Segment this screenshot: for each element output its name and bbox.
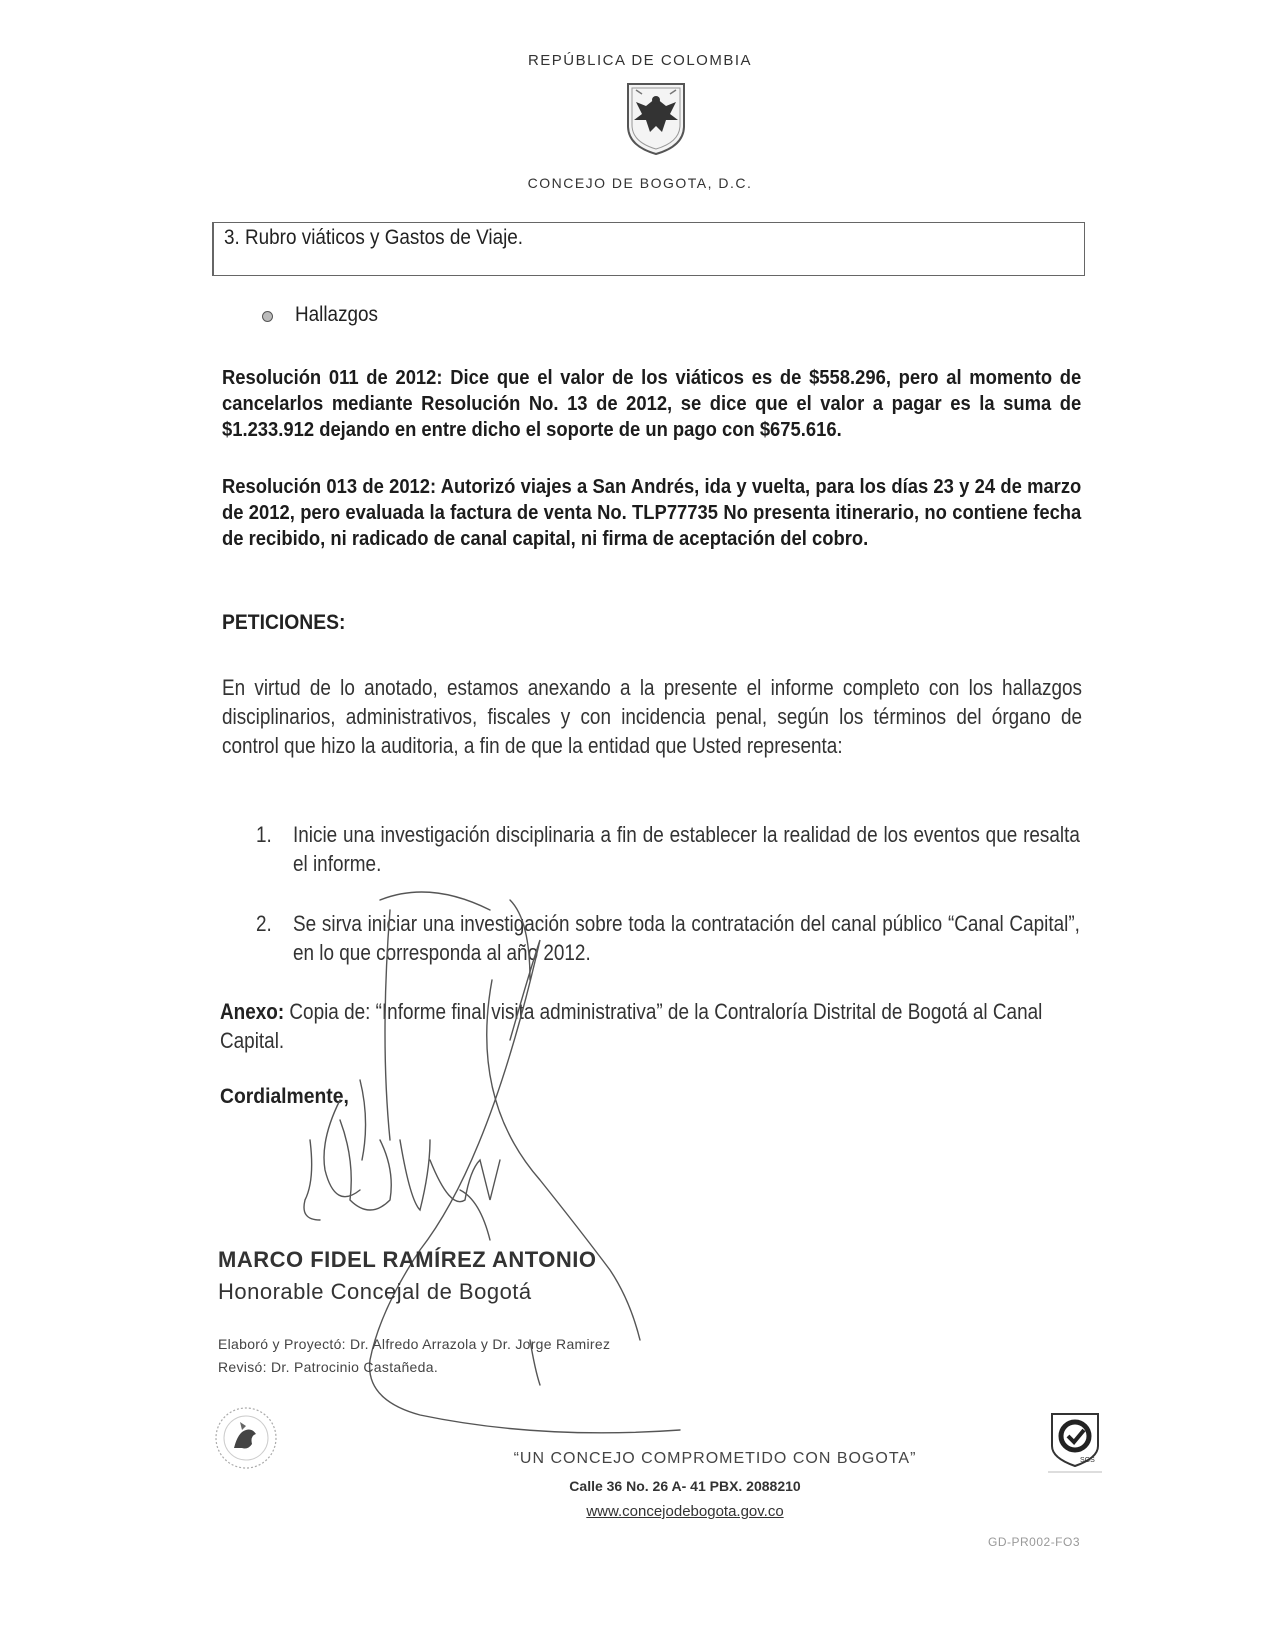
finding-label: Resolución 013 de 2012: xyxy=(222,476,437,498)
finding-label: Resolución 011 de 2012: xyxy=(222,367,443,389)
section-title: 3. Rubro viáticos y Gastos de Viaje. xyxy=(224,226,524,249)
footer-address-text: Calle 36 No. 26 A- 41 PBX. 2088210 xyxy=(569,1478,801,1494)
annex-label: Anexo: xyxy=(220,999,285,1024)
finding-paragraph-2 xyxy=(222,474,1081,552)
sgs-mark-text: SGS xyxy=(1080,1457,1095,1464)
finding-text: Dice que el valor de los viáticos es de $558.296, pero al momento de cancelarlos mediante Resolución No. 13 de 2012, se dice que el valor a pagar es la suma de $1.233.912 dejando en entre dicho el soporte de un pago con $675.616. xyxy=(222,367,1082,441)
annex-text: Copia de: “Informe final visita administrativa” de la Contraloría Distrital de Bogotá al Canal Capital. xyxy=(220,999,1043,1053)
footer-address xyxy=(0,1478,1280,1494)
document-code: GD-PR002-FO3 xyxy=(988,1535,1081,1549)
header-country: REPÚBLICA DE COLOMBIA xyxy=(527,52,753,69)
list-item-number: 1. xyxy=(256,822,272,847)
footer-website xyxy=(0,1503,1280,1520)
finding-paragraph-1 xyxy=(222,365,1081,443)
footer-motto xyxy=(0,1450,1280,1468)
footer-motto-text: “UN CONCEJO COMPROMETIDO CON BOGOTA” xyxy=(513,1450,917,1467)
coat-of-arms-icon xyxy=(622,80,690,156)
reviewed-by: Revisó: Dr. Patrocinio Castañeda. xyxy=(218,1359,439,1375)
handwritten-signature xyxy=(280,840,700,1480)
bullet-icon xyxy=(262,311,273,322)
header-council: CONCEJO DE BOGOTA, D.C. xyxy=(527,175,753,191)
petitions-heading: PETICIONES: xyxy=(222,611,346,634)
prepared-by: Elaboró y Proyectó: Dr. Alfredo Arrazola y Dr. Jorge Ramirez xyxy=(218,1336,611,1352)
findings-heading: Hallazgos xyxy=(295,303,378,326)
website-link[interactable]: www.concejodebogota.gov.co xyxy=(586,1503,784,1520)
list-item-text: Se sirva iniciar una investigación sobre toda la contratación del canal público “Canal Capital”, en lo que corresponda al año 2012. xyxy=(293,911,1080,965)
signer-title: Honorable Concejal de Bogotá xyxy=(218,1279,532,1304)
closing-salutation: Cordialmente, xyxy=(220,1085,349,1108)
signer-name: MARCO FIDEL RAMÍREZ ANTONIO xyxy=(218,1247,597,1272)
petitions-intro: En virtud de lo anotado, estamos anexando a la presente el informe completo con los hallazgos disciplinarios, administrativos, fiscales y con incidencia penal, según los términos del órgano de control que hizo la auditoria, a fin de que la entidad que Usted representa: xyxy=(222,675,1082,758)
finding-text: Autorizó viajes a San Andrés, ida y vuelta, para los días 23 y 24 de marzo de 2012, pero evaluada la factura de venta No. TLP77735 No presenta itinerario, no contiene fecha de recibido, ni radicado de canal capital, ni firma de aceptación del cobro. xyxy=(222,476,1082,550)
list-item-number: 2. xyxy=(256,911,272,936)
list-item-text: Inicie una investigación disciplinaria a fin de establecer la realidad de los eventos que resalta el informe. xyxy=(293,822,1080,876)
